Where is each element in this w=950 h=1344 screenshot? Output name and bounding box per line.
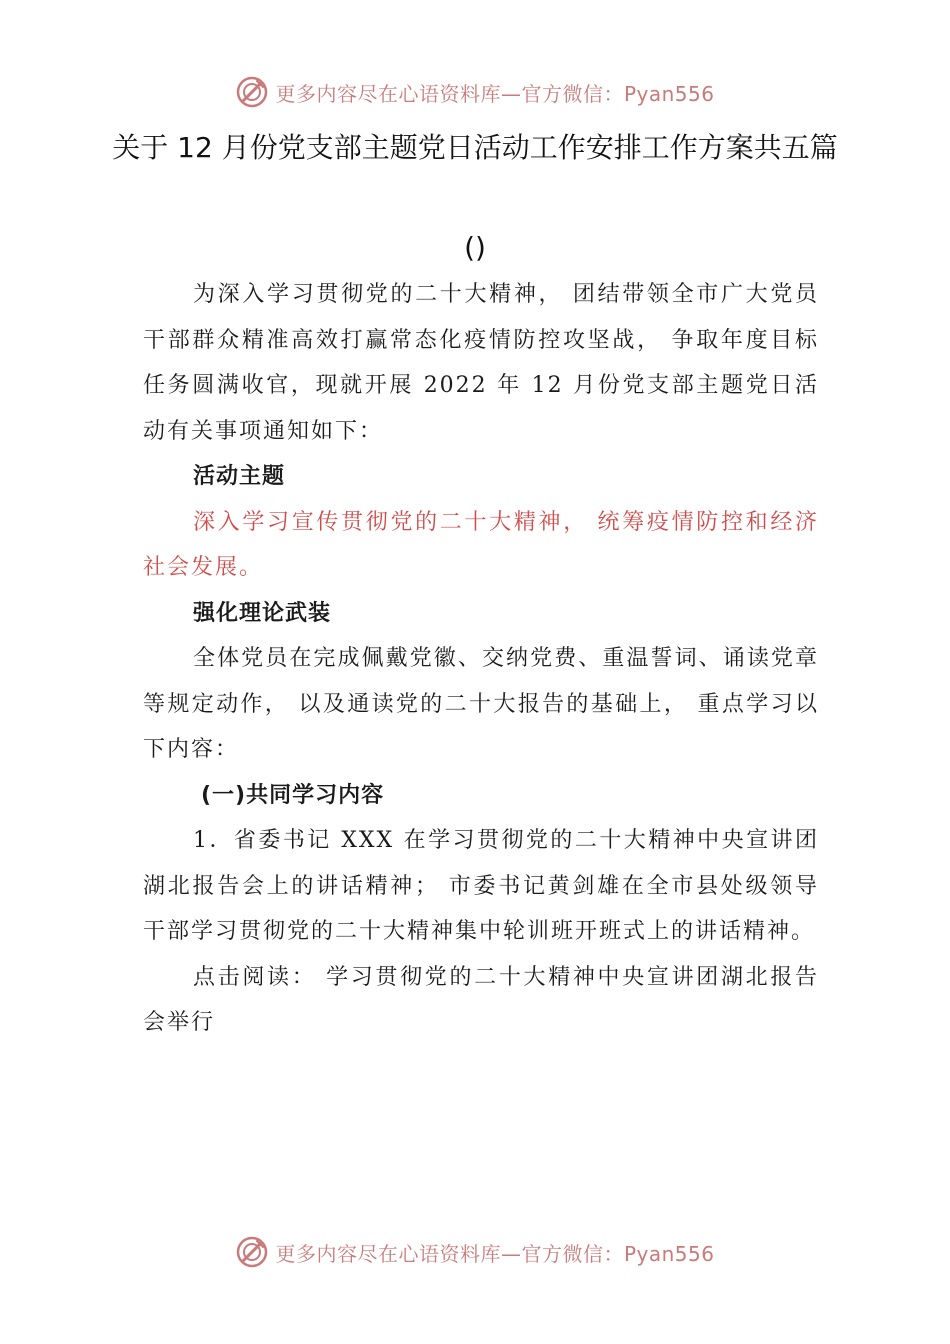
read-link-paragraph[interactable]: 点击阅读： 学习贯彻党的二十大精神中央宣讲团湖北报告会举行 [143, 964, 819, 1035]
study-item-1: 1．省委书记 XXX 在学习贯彻党的二十大精神中央宣讲团湖北报告会上的讲话精神； 市委书记黄剑雄在全市县处级领导干部学习贯彻党的二十大精神集中轮训班开班式上的讲话精神。 [143, 828, 819, 944]
document-subtitle: () [464, 231, 486, 264]
intro-paragraph: 为深入学习贯彻党的二十大精神， 团结带领全市广大党员干部群众精准高效打赢常态化疫情防控攻坚战， 争取年度目标任务圆满收官，现就开展 2022 年 12 月份党支部主题党日活动有关事项通知如下： [143, 282, 819, 444]
watermark-footer [0, 1232, 950, 1272]
document-title: 关于 12 月份党支部主题党日活动工作安排工作方案共五篇 [112, 131, 838, 164]
watermark-text: 更多内容尽在心语资料库—官方微信：Pyan556 [275, 81, 715, 106]
watermark-text: 更多内容尽在心语资料库—官方微信：Pyan556 [275, 1241, 715, 1266]
subsection-heading-common-study: (一)共同学习内容 [201, 782, 385, 808]
theory-paragraph: 全体党员在完成佩戴党徽、交纳党费、重温誓词、诵读党章等规定动作， 以及通读党的二十大报告的基础上， 重点学习以下内容： [143, 646, 819, 762]
seal-logo-icon [235, 75, 269, 109]
theme-statement: 深入学习宣传贯彻党的二十大精神， 统筹疫情防控和经济社会发展。 [143, 509, 819, 580]
watermark-header [0, 72, 950, 112]
document-body [143, 272, 819, 1046]
seal-logo-icon [235, 1235, 269, 1269]
section-heading-theory: 强化理论武装 [193, 600, 332, 626]
section-heading-theme: 活动主题 [193, 464, 286, 489]
